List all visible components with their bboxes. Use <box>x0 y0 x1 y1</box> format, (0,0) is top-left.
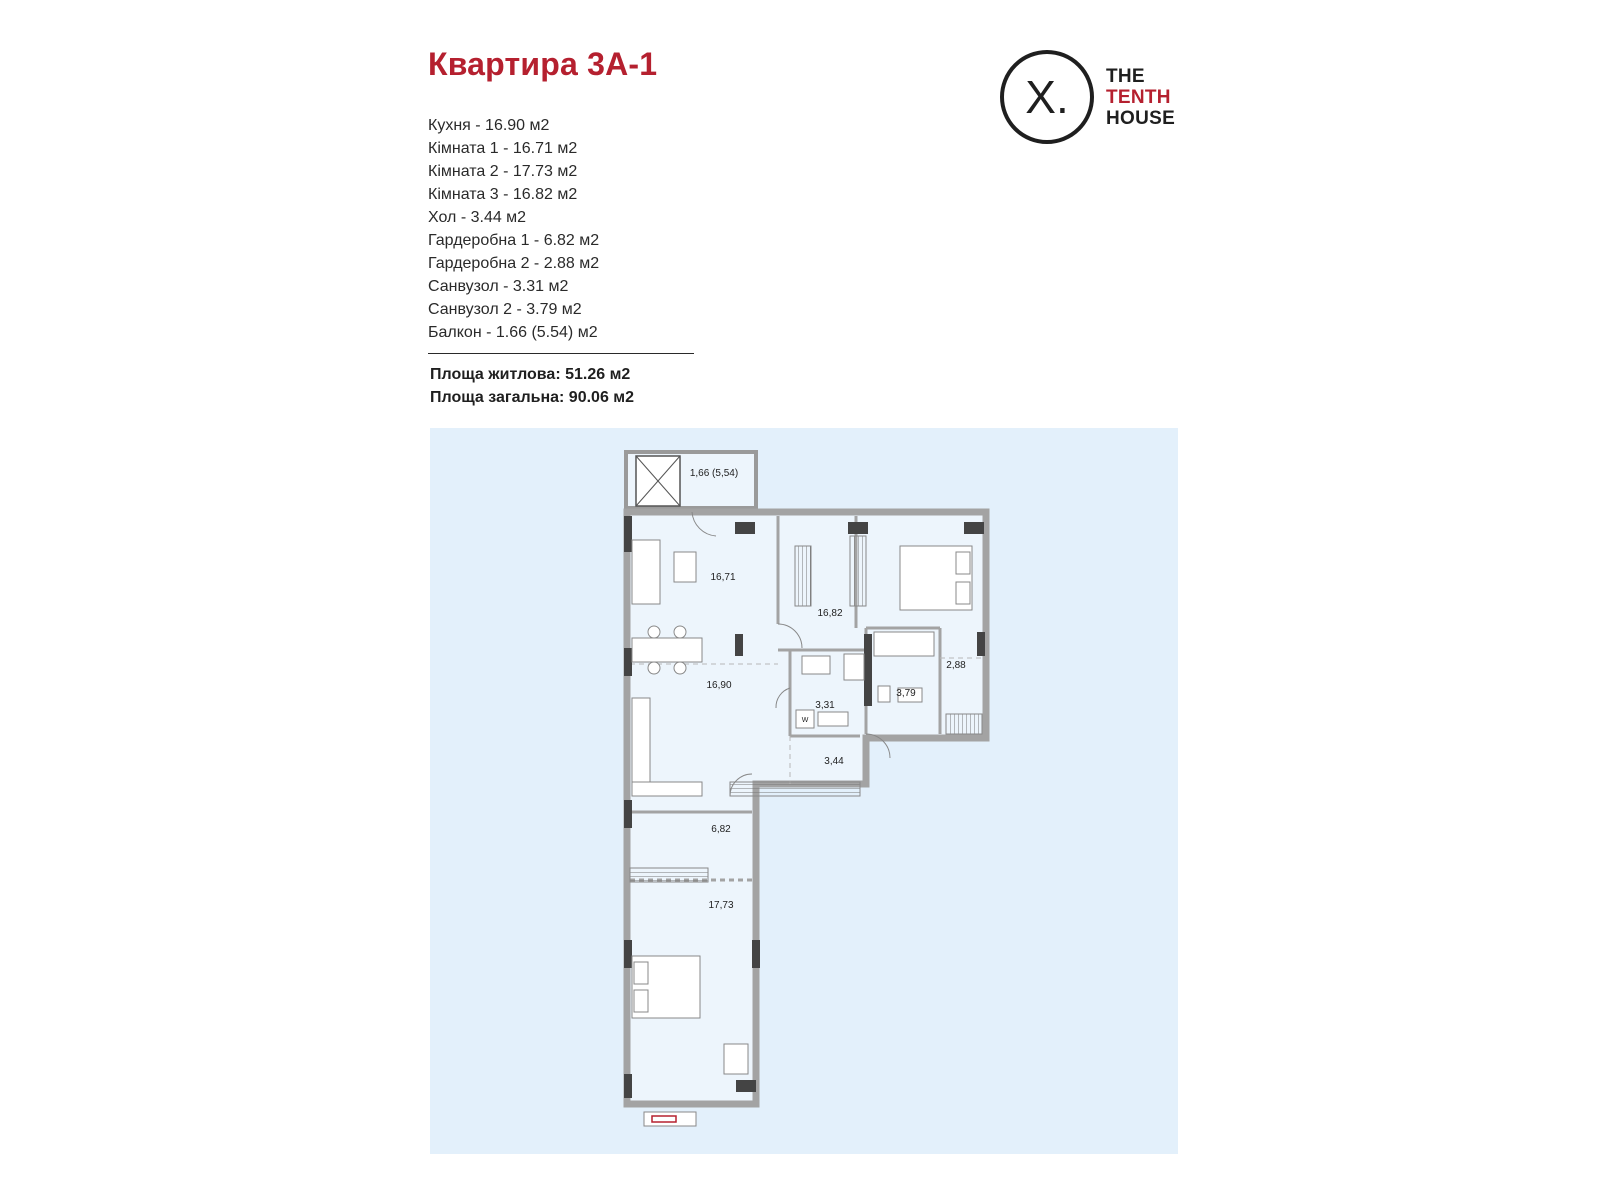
apartment-title: Квартира 3А-1 <box>428 46 658 82</box>
divider <box>428 353 694 354</box>
column <box>735 634 743 656</box>
total-area: Площа загальна: 90.06 м2 <box>430 389 635 406</box>
pillow <box>956 582 970 604</box>
room-area-item: Кімната 2 - 17.73 м2 <box>428 163 578 180</box>
room-area-item: Гардеробна 1 - 6.82 м2 <box>428 232 600 249</box>
column <box>735 522 755 534</box>
room-label-room1: 16,71 <box>710 572 736 583</box>
room-area-item: Санвузол - 3.31 м2 <box>428 278 569 295</box>
sofa <box>632 540 660 604</box>
room-label-room3: 16,82 <box>817 608 843 619</box>
living-area: Площа житлова: 51.26 м2 <box>430 366 631 383</box>
wardrobe-shelf <box>795 546 811 606</box>
dining-table <box>632 638 702 662</box>
column <box>624 516 632 552</box>
column <box>736 1080 756 1092</box>
logo-line-the: THE <box>1106 66 1145 87</box>
room-label-wardrobe1: 6,82 <box>711 824 731 835</box>
kitchen-counter <box>632 698 650 782</box>
sink <box>802 656 830 674</box>
room-label-kitchen: 16,90 <box>706 680 732 691</box>
washer-label: W <box>801 717 809 724</box>
pillow <box>956 552 970 574</box>
room-label-balcony: 1,66 (5,54) <box>689 468 739 479</box>
kitchen-counter <box>632 782 702 796</box>
logo-line-house: HOUSE <box>1106 108 1176 129</box>
room-label-room2: 17,73 <box>708 900 734 911</box>
room-area-item: Кухня - 16.90 м2 <box>428 117 550 134</box>
pillow <box>634 962 648 984</box>
radiator-mark <box>652 1116 676 1122</box>
room-area-item: Санвузол 2 - 3.79 м2 <box>428 301 582 318</box>
shower <box>844 654 864 680</box>
room-area-item: Кімната 1 - 16.71 м2 <box>428 140 578 157</box>
column <box>864 634 872 706</box>
column <box>752 940 760 968</box>
floor-plan-panel <box>430 428 1178 1154</box>
toilet <box>878 686 890 702</box>
logo-wordmark <box>1106 66 1175 129</box>
chair <box>648 626 660 638</box>
brand-logo <box>1000 50 1200 146</box>
column <box>964 522 984 534</box>
room-area-item: Гардеробна 2 - 2.88 м2 <box>428 255 600 272</box>
column <box>624 800 632 828</box>
area-totals <box>430 363 634 409</box>
logo-line-tenth: TENTH <box>1106 87 1171 108</box>
column <box>624 940 632 968</box>
coffee-table <box>674 552 696 582</box>
column <box>624 1074 632 1098</box>
column <box>977 632 985 656</box>
room-area-item: Кімната 3 - 16.82 м2 <box>428 186 578 203</box>
column <box>624 648 632 676</box>
room-area-list <box>428 114 599 344</box>
room-label-bath1: 3,31 <box>815 700 835 711</box>
wardrobe-shelf <box>850 536 866 606</box>
bath-counter <box>818 712 848 726</box>
wardrobe-shelf <box>946 714 982 734</box>
bathtub <box>874 632 934 656</box>
floor-plan <box>430 428 1178 1154</box>
pillow <box>634 990 648 1012</box>
room-label-wardrobe2: 2,88 <box>946 660 966 671</box>
room-area-item: Балкон - 1.66 (5.54) м2 <box>428 324 598 341</box>
room-label-bath2: 3,79 <box>896 688 916 699</box>
room-label-hall: 3,44 <box>824 756 844 767</box>
logo-mark: X. <box>1025 71 1069 123</box>
desk <box>724 1044 748 1074</box>
room-area-item: Хол - 3.44 м2 <box>428 209 527 226</box>
wardrobe-shelf <box>630 868 708 882</box>
column <box>848 522 868 534</box>
chair <box>674 662 686 674</box>
chair <box>674 626 686 638</box>
wardrobe-shelf <box>730 782 860 796</box>
chair <box>648 662 660 674</box>
